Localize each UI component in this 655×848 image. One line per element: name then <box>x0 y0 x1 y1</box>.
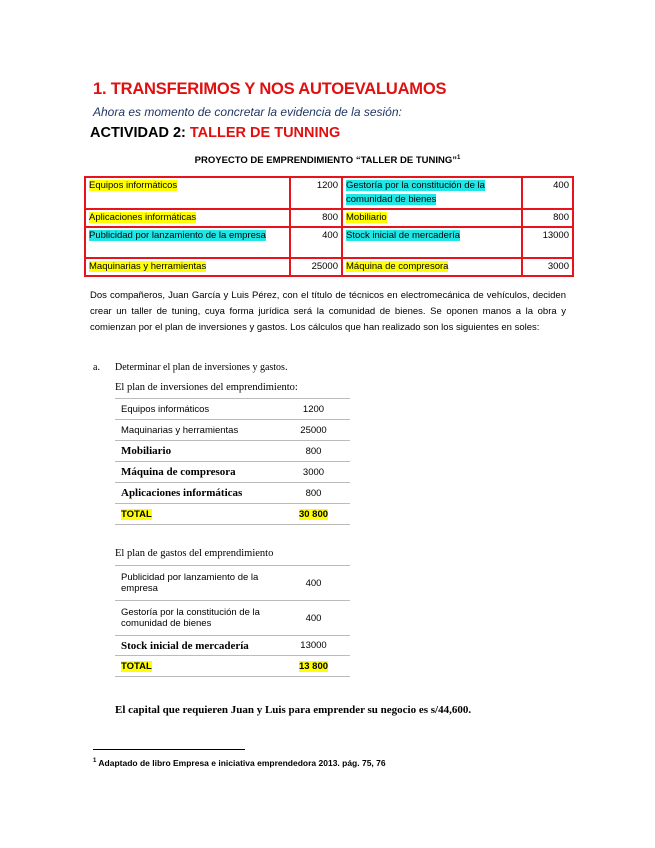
total-label-cell <box>115 504 277 525</box>
total-label: TOTAL <box>121 508 152 520</box>
table-row <box>115 636 350 656</box>
table-row <box>85 209 573 227</box>
row-label-text: Stock inicial de mercadería <box>121 639 249 652</box>
item-label-cell <box>85 209 290 227</box>
activity-label: ACTIVIDAD 2 <box>90 125 182 141</box>
investment-plan-title: El plan de inversiones del emprendimiento: <box>115 382 298 393</box>
project-title-text: PROYECTO DE EMPRENDIMIENTO “TALLER DE TUNING” <box>194 155 457 167</box>
table-row <box>115 399 350 420</box>
footnote-text: Adaptado de libro Empresa e iniciativa emprendedora 2013. pág. 75, 76 <box>98 758 386 768</box>
total-value: 13 800 <box>298 660 329 672</box>
item-value-cell: 800 <box>522 209 573 227</box>
row-label <box>115 483 277 504</box>
row-label: Gestoría por la constitución de la comunidad de bienes <box>115 601 277 636</box>
item-label-cell <box>85 258 290 276</box>
row-label <box>115 462 277 483</box>
table-row <box>115 441 350 462</box>
row-label: Maquinarias y herramientas <box>115 420 277 441</box>
item-label-cell <box>342 258 522 276</box>
total-label: TOTAL <box>121 660 152 672</box>
footnote-reference[interactable]: 1 <box>456 155 461 161</box>
row-label: Equipos informáticos <box>115 399 277 420</box>
row-label-text: Máquina de compresora <box>121 466 236 478</box>
item-label-cell <box>85 227 290 258</box>
capital-statement: El capital que requieren Juan y Luis para emprender su negocio es s/44,600. <box>115 704 472 716</box>
item-label: Mobiliario <box>346 212 387 223</box>
item-label: Máquina de compresora <box>346 261 449 272</box>
total-value-cell <box>277 504 350 525</box>
expenses-table <box>115 565 350 677</box>
activity-title <box>90 125 340 141</box>
row-value: 25000 <box>277 420 350 441</box>
item-label-cell <box>85 177 290 209</box>
item-value-cell: 1200 <box>290 177 342 209</box>
activity-name: TALLER DE TUNNING <box>189 125 341 141</box>
project-title <box>0 155 655 166</box>
row-value: 3000 <box>277 462 350 483</box>
activity-separator: : <box>181 125 190 141</box>
footnote <box>93 758 386 768</box>
table-row <box>85 227 573 258</box>
row-value: 800 <box>277 441 350 462</box>
row-value: 13000 <box>277 636 350 656</box>
row-label: Publicidad por lanzamiento de la empresa <box>115 566 277 601</box>
footnote-divider <box>93 749 245 750</box>
total-label-cell <box>115 656 277 677</box>
total-value-cell <box>277 656 350 677</box>
row-value: 1200 <box>277 399 350 420</box>
total-value: 30 800 <box>298 508 329 520</box>
section-subheading: Ahora es momento de concretar la evidencia de la sesión: <box>93 105 402 119</box>
table-row <box>115 420 350 441</box>
item-label: Aplicaciones informáticas <box>89 212 197 223</box>
item-label: Gestoría por la constitución de la comunidad de bienes <box>346 180 485 205</box>
list-item-a <box>93 362 287 373</box>
total-row <box>115 504 350 525</box>
expenses-plan-title: El plan de gastos del emprendimiento <box>115 548 274 559</box>
row-label <box>115 636 277 656</box>
table-row <box>85 258 573 276</box>
item-value-cell: 400 <box>522 177 573 209</box>
list-marker: a. <box>93 362 100 373</box>
item-value-cell: 13000 <box>522 227 573 258</box>
table-row <box>115 601 350 636</box>
item-label-cell <box>342 209 522 227</box>
row-value: 800 <box>277 483 350 504</box>
section-heading: 1. TRANSFERIMOS Y NOS AUTOEVALUAMOS <box>93 80 447 98</box>
item-value-cell: 400 <box>290 227 342 258</box>
item-label: Equipos informáticos <box>89 180 178 191</box>
table-row <box>115 462 350 483</box>
list-item-text: Determinar el plan de inversiones y gastos. <box>115 362 288 373</box>
item-value-cell: 800 <box>290 209 342 227</box>
table-row <box>115 566 350 601</box>
item-value-cell: 25000 <box>290 258 342 276</box>
row-label-text: Mobiliario <box>121 445 172 457</box>
total-row <box>115 656 350 677</box>
row-label-text: Aplicaciones informáticas <box>121 487 243 499</box>
row-label <box>115 441 277 462</box>
item-value-cell: 3000 <box>522 258 573 276</box>
item-label: Maquinarias y herramientas <box>89 261 207 272</box>
footnote-mark: 1 <box>93 758 97 765</box>
items-table <box>84 176 574 277</box>
item-label-cell <box>342 177 522 209</box>
item-label: Publicidad por lanzamiento de la empresa <box>89 230 266 241</box>
row-value: 400 <box>277 566 350 601</box>
row-value: 400 <box>277 601 350 636</box>
description-paragraph: Dos compañeros, Juan García y Luis Pérez, con el título de técnicos en electromecánica de vehículos, deciden crear un taller de tuning, cuya forma jurídica será la comunidad de bienes. Se oponen manos a la obra y comienzan por el plan de inversiones y gastos. Los cálculos que han realizado son los siguientes en soles: <box>90 290 566 333</box>
investment-table <box>115 398 350 525</box>
table-row <box>115 483 350 504</box>
table-row <box>85 177 573 209</box>
item-label-cell <box>342 227 522 258</box>
item-label: Stock inicial de mercadería <box>346 230 461 241</box>
